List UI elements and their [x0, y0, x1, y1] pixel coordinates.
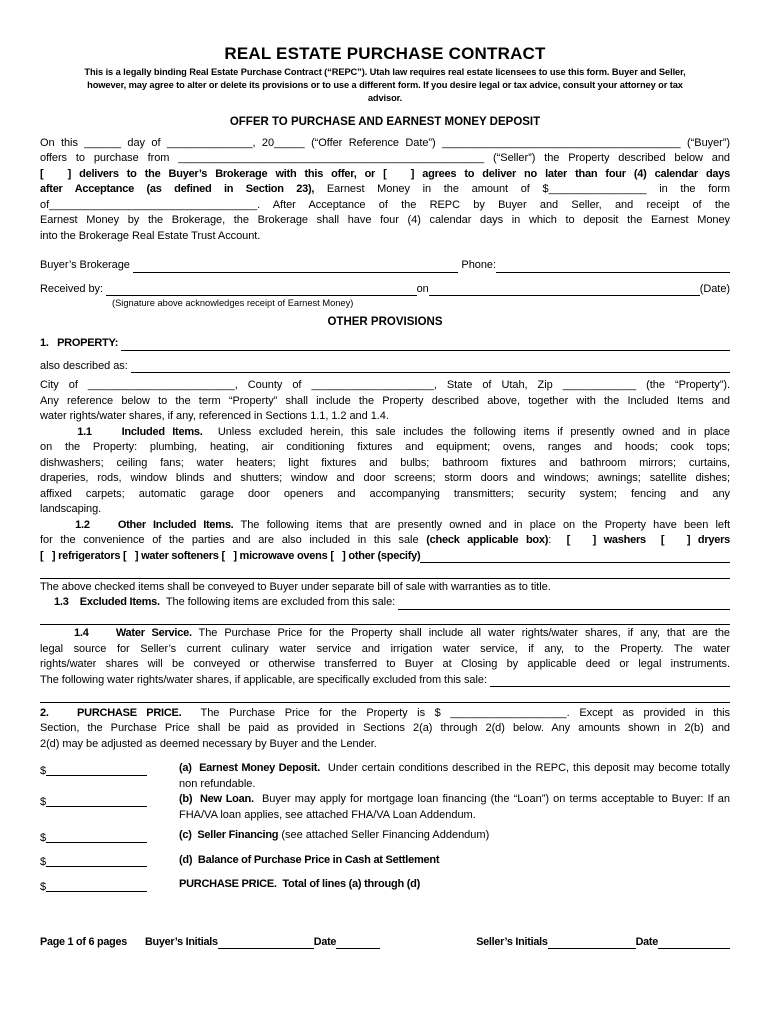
text-segment: Section, the Purchase Price shall be paid as provided in Sections 2(a) through 2(d) below. Any amounts shown in 2(b) and	[40, 722, 730, 735]
text-segment: Any reference below to the term “Property” shall include the Property described above, together with the Included Items and	[40, 394, 730, 407]
text-segment: City of	[40, 379, 88, 392]
text-segment: for the convenience of the parties and are also included in this sale	[40, 534, 427, 547]
form-line	[40, 456, 730, 472]
form-line	[40, 198, 730, 214]
checkbox[interactable]: [ ]	[40, 549, 56, 562]
text-segment: delivers to the Buyer’s Brokerage with this offer, or	[71, 167, 384, 180]
price-row	[40, 853, 730, 869]
sellers-date-blank-field[interactable]	[658, 948, 730, 949]
item-bold-text: Seller Financing	[197, 829, 279, 842]
date-label: Date	[635, 935, 658, 948]
text-segment: Earnest Money in the amount of $	[314, 183, 549, 196]
form-line	[40, 626, 730, 642]
amount-field	[40, 792, 147, 808]
subtitle-line: however, may agree to alter or delete its provisions or to use a different form. If you desire legal or tax advice, consult your attorney or tax	[87, 80, 683, 91]
offer-paragraph	[40, 136, 730, 245]
dollar-sign: $	[40, 856, 47, 869]
amount-field	[40, 828, 147, 844]
item-text: Under certain conditions described in the REPC, this deposit may become totally non refundable.	[179, 762, 734, 790]
provisions-body	[40, 378, 730, 752]
blank-field[interactable]	[40, 578, 730, 579]
checkbox[interactable]: [ ]	[221, 549, 237, 562]
form-line	[40, 409, 730, 425]
phone-label: Phone:	[458, 259, 496, 272]
item-label: (d)	[179, 853, 198, 866]
text-segment: Unless excluded herein, this sale includes the following items if presently owned and in place	[202, 425, 730, 438]
amount-field	[40, 853, 147, 869]
subtitle	[40, 66, 730, 106]
form-line	[40, 688, 730, 704]
received-by-row	[40, 282, 730, 298]
price-row	[40, 877, 730, 893]
form-line	[40, 611, 730, 627]
blank-field[interactable]: ______	[84, 136, 122, 149]
text-segment: of	[40, 198, 50, 211]
sellers-initials-label: Seller’s Initials	[476, 935, 548, 948]
amount-blank-field[interactable]	[46, 866, 147, 867]
form-line	[40, 471, 730, 487]
date-label: (Date)	[699, 282, 730, 295]
form-line	[40, 487, 730, 503]
form-line	[40, 518, 730, 534]
blank-field[interactable]: ____________________	[311, 379, 434, 392]
text-segment: dishwashers; ceiling fans; water heaters; light fixtures and bulbs; bathroom fixtures and bathroom mirrors; curtains,	[40, 456, 730, 469]
date-label: Date	[313, 935, 337, 948]
checkbox[interactable]: [ ]	[566, 534, 597, 547]
buyers-initials-label: Buyer’s Initials	[144, 935, 218, 948]
price-row	[40, 792, 734, 823]
text-segment: (check applicable box)	[426, 534, 549, 547]
blank-field[interactable]: ______________	[166, 136, 253, 149]
form-line	[40, 533, 730, 549]
price-item-description	[179, 853, 730, 869]
text-segment: affixed carpets; automatic garage door openers and accompanying transmitters; security system; fencing and any	[40, 487, 730, 500]
text-segment: The above checked items shall be conveyed to Buyer under separate bill of sale with warranties as to title.	[40, 580, 551, 593]
text-segment: landscaping.	[40, 503, 102, 516]
form-line	[40, 378, 730, 394]
item-label: (b)	[179, 793, 200, 806]
received-date-blank-field[interactable]	[429, 295, 700, 296]
dollar-sign: $	[40, 764, 47, 777]
blank-field[interactable]: _____	[274, 136, 305, 149]
blank-field[interactable]	[40, 624, 730, 625]
other-provisions-heading: OTHER PROVISIONS	[327, 316, 443, 329]
price-row	[40, 828, 730, 844]
text-segment: water softeners	[138, 549, 222, 562]
form-line	[40, 182, 730, 198]
text-segment: (“Seller”) the Property described below and	[484, 152, 730, 165]
offer-heading: OFFER TO PURCHASE AND EARNEST MONEY DEPOSIT	[229, 115, 541, 128]
blank-field[interactable]	[40, 702, 730, 703]
text-segment: legal source for Seller’s current culinary water service and irrigation water service, if any, to the Property. The water	[40, 642, 730, 655]
text-segment: On this	[40, 136, 85, 149]
brokerage-label: Buyer’s Brokerage	[40, 259, 133, 272]
also-described-blank-field[interactable]	[131, 372, 730, 373]
text-segment: offers to purchase from	[40, 152, 179, 165]
text-segment: , State of Utah, Zip	[433, 379, 563, 392]
text-segment: 1.3 Excluded Items.	[40, 596, 160, 609]
page-footer	[40, 935, 730, 950]
checkbox[interactable]: [ ]	[40, 167, 72, 180]
subtitle-line: This is a legally binding Real Estate Purchase Contract (“REPC”). Utah law requires real estate licensees to use this form. Buyer and Seller,	[84, 67, 686, 77]
form-line	[40, 737, 730, 753]
form-line	[40, 564, 730, 580]
text-segment: . Except as provided in this	[566, 706, 730, 719]
form-line	[40, 549, 730, 565]
text-segment: into the Brokerage Real Estate Trust Account.	[40, 229, 261, 242]
blank-field[interactable]: _______________________________________	[442, 136, 681, 149]
text-segment: draperies, rods, window blinds and shutters; window and door screens; storm doors and windows; awnings; satellite dishes;	[40, 472, 730, 485]
text-segment: 1.1 Included Items.	[40, 425, 203, 438]
blank-field[interactable]	[398, 609, 730, 610]
form-line	[40, 425, 730, 441]
text-segment: washers	[596, 534, 661, 547]
received-signature-blank-field[interactable]	[106, 295, 417, 296]
property-label: 1. PROPERTY:	[40, 337, 122, 350]
blank-field[interactable]: ____________	[562, 379, 637, 392]
page-title: REAL ESTATE PURCHASE CONTRACT	[224, 44, 546, 63]
price-item-description	[179, 792, 734, 823]
form-line	[40, 657, 730, 673]
property-blank-field[interactable]	[121, 350, 730, 351]
also-described-label: also described as:	[40, 359, 131, 372]
text-segment: . After Acceptance of the REPC by Buyer and Seller, and receipt of the	[257, 198, 730, 211]
text-segment: microwave ovens	[236, 549, 331, 562]
checkbox[interactable]: [ ]	[383, 167, 415, 180]
form-line	[40, 151, 730, 167]
checkbox[interactable]: [ ]	[660, 534, 691, 547]
text-segment: (“Offer Reference Date”)	[304, 136, 443, 149]
item-bold-text: PURCHASE PRICE. Total of lines (a) through (d)	[179, 878, 421, 891]
form-line	[40, 502, 730, 518]
blank-field[interactable]: ___________________	[450, 706, 567, 719]
text-segment: dryers	[690, 534, 730, 547]
item-label: (c)	[179, 829, 198, 842]
form-line	[40, 440, 730, 456]
amount-blank-field[interactable]	[46, 891, 147, 892]
text-segment: on the Property: plumbing, heating, air conditioning fixtures and equipment; ovens, ranges and hoods; cook tops;	[40, 441, 730, 454]
form-line	[40, 721, 730, 737]
form-line	[40, 394, 730, 410]
price-item-description	[179, 877, 730, 893]
text-segment: 1.2 Other Included Items.	[40, 518, 234, 531]
form-line	[40, 136, 730, 152]
signature-note: (Signature above acknowledges receipt of Earnest Money)	[112, 298, 354, 309]
text-segment: refrigerators	[55, 549, 124, 562]
form-line	[40, 673, 730, 689]
buyers-initials-blank-field[interactable]	[218, 948, 314, 949]
text-segment: The following items that are presently owned and in place on the Property have been left	[233, 518, 730, 531]
text-segment: day of	[121, 136, 167, 149]
form-line	[40, 580, 730, 596]
phone-blank-field[interactable]	[496, 272, 730, 273]
subtitle-line: advisor.	[367, 93, 403, 104]
form-line	[40, 213, 730, 229]
item-bold-text: Earnest Money Deposit.	[199, 762, 321, 775]
text-segment: The Purchase Price for the Property is $	[181, 706, 451, 719]
text-segment: The Purchase Price for the Property shall include all water rights/water shares, if any, that are the	[191, 627, 730, 640]
text-segment: The following items are excluded from this sale:	[159, 596, 399, 609]
amount-blank-field[interactable]	[46, 775, 147, 776]
amount-blank-field[interactable]	[46, 842, 147, 843]
text-segment: 1.4 Water Service.	[40, 627, 192, 640]
text-segment: (the “Property”).	[636, 379, 730, 392]
form-line	[40, 706, 730, 722]
blank-field[interactable]: ________________	[548, 183, 647, 196]
brokerage-row	[40, 258, 730, 274]
received-by-label: Received by:	[40, 282, 106, 295]
text-segment: after Acceptance (as defined in Section 23),	[40, 183, 315, 196]
item-text: Buyer may apply for mortgage loan financing (the “Loan”) on terms acceptable to Buyer: If an FHA/VA loan applies, see attached FHA/VA Loan Addendum.	[179, 793, 734, 821]
blank-field[interactable]: ________________________	[87, 379, 235, 392]
amount-field	[40, 761, 147, 777]
amount-blank-field[interactable]	[46, 806, 147, 807]
checkbox[interactable]: [ ]	[123, 549, 139, 562]
form-line	[40, 642, 730, 658]
property-row	[40, 336, 730, 352]
item-label: (a)	[179, 762, 200, 775]
text-segment: , 20	[252, 136, 275, 149]
also-described-row	[40, 359, 730, 375]
dollar-sign: $	[40, 795, 47, 808]
purchase-price-list	[40, 761, 734, 893]
text-segment: (“Buyer”)	[680, 136, 730, 149]
amount-field	[40, 877, 147, 893]
item-text: (see attached Seller Financing Addendum)	[278, 829, 490, 842]
price-item-description	[179, 761, 734, 792]
text-segment: in the form	[646, 183, 730, 196]
sellers-initials-blank-field[interactable]	[548, 948, 636, 949]
checkbox[interactable]: [ ]	[330, 549, 346, 562]
text-segment: 2(d) may be adjusted as deemed necessary by Buyer and the Lender.	[40, 737, 377, 750]
item-bold-text: Balance of Purchase Price in Cash at Settlement	[197, 853, 440, 866]
text-segment: Earnest Money by the Brokerage, the Brokerage shall have four (4) calendar days in which to deposit the Earnest Money	[40, 214, 730, 227]
item-bold-text: New Loan.	[199, 793, 254, 806]
form-line	[40, 595, 730, 611]
form-line	[40, 167, 730, 183]
blank-field[interactable]	[490, 686, 730, 687]
text-segment: water rights/water shares, if any, referenced in Sections 1.1, 1.2 and 1.4.	[40, 410, 389, 423]
text-segment: agrees to deliver no later than four (4) calendar days	[414, 167, 730, 180]
dollar-sign: $	[40, 880, 47, 893]
text-segment: other (specify)	[345, 549, 421, 562]
price-row	[40, 761, 734, 792]
dollar-sign: $	[40, 831, 47, 844]
page-number: Page 1 of 6 pages	[40, 935, 127, 948]
form-line	[40, 229, 730, 245]
buyers-date-blank-field[interactable]	[336, 948, 380, 949]
blank-field[interactable]	[420, 562, 730, 563]
text-segment: :	[548, 534, 567, 547]
price-item-description	[179, 828, 730, 844]
blank-field[interactable]: __________________________________________________	[178, 152, 485, 165]
text-segment: , County of	[234, 379, 312, 392]
brokerage-blank-field[interactable]	[133, 272, 459, 273]
text-segment: rights/water shares will be conveyed or otherwise transferred to Buyer at Closing by applicable deed or legal instruments.	[40, 658, 730, 671]
text-segment: The following water rights/water shares, if applicable, are specifically excluded from this sale:	[40, 673, 490, 686]
text-segment: 2. PURCHASE PRICE.	[40, 706, 182, 719]
on-label: on	[416, 282, 429, 295]
blank-field[interactable]: __________________________________	[49, 198, 258, 211]
